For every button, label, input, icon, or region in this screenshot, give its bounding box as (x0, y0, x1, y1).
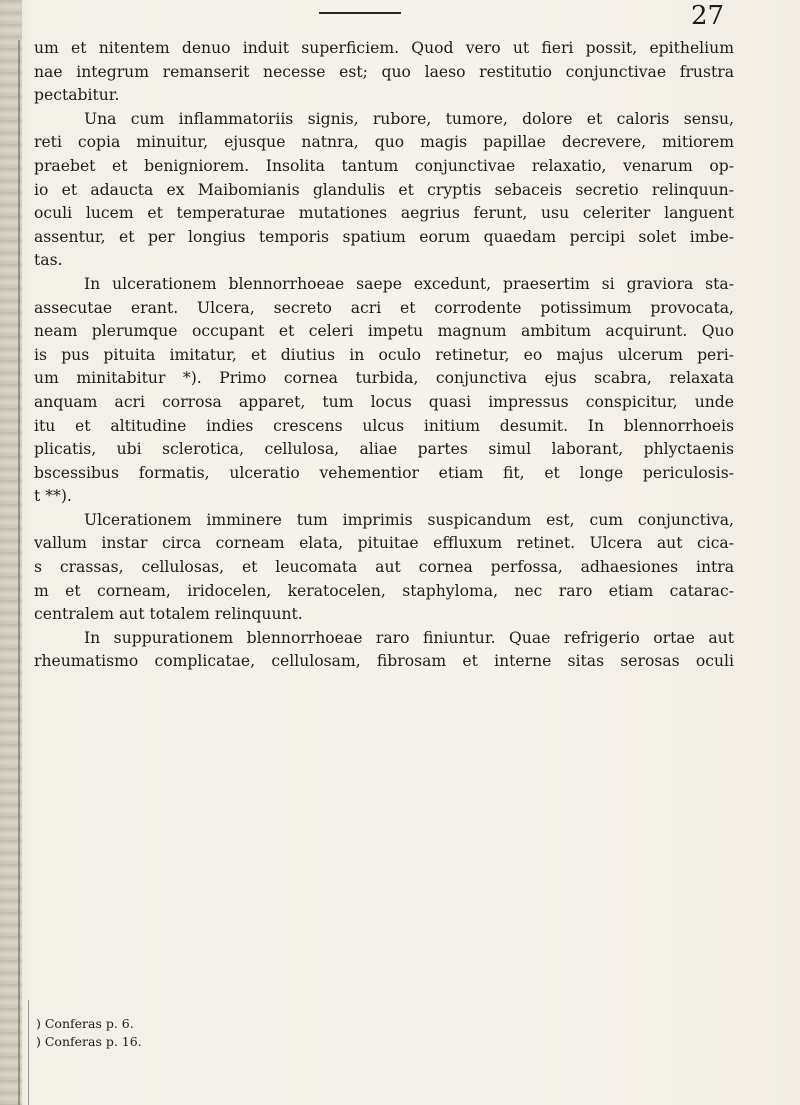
text-line: Ulcerationem imminere tum imprimis suspicandum est, cum conjunctiva, (84, 510, 734, 529)
text-line: um et nitentem denuo induit superficiem. Quod vero ut fieri possit, epithelium (34, 39, 734, 57)
text-line: praebet et benigniorem. Insolita tantum conjunctivae relaxatio, venarum op- (34, 156, 734, 175)
margin-rule (28, 1000, 29, 1105)
text-line: centralem aut totalem relinquunt. (34, 605, 303, 624)
text-line: anquam acri corrosa apparet, tum locus quasi impressus conspicitur, unde (34, 392, 734, 411)
text-line: neam plerumque occupant et celeri impetu magnum ambitum acquirunt. Quo (34, 322, 734, 341)
page-number: 27 (691, 1, 725, 31)
text-line: m et corneam, iridocelen, keratocelen, staphyloma, nec raro etiam catarac- (34, 581, 734, 600)
footnotes (36, 1015, 336, 1051)
text-line: io et adaucta ex Maibomianis glandulis et cryptis sebaceis secretio relinquun- (34, 180, 734, 199)
text-line: s crassas, cellulosas, et leucomata aut cornea perfossa, adhaesiones intra (34, 558, 734, 577)
text-line: plicatis, ubi sclerotica, cellulosa, aliae partes simul laborant, phlyctaenis (34, 440, 734, 459)
text-line: In suppurationem blennorrhoeae raro finiuntur. Quae refrigerio ortae aut (84, 628, 734, 647)
text-line: assecutae erant. Ulcera, secreto acri et corrodente potissimum provocata, (34, 298, 734, 317)
footnote: ) Conferas p. 16. (36, 1034, 142, 1049)
text-line: um minitabitur *). Primo cornea turbida, conjunctiva ejus scabra, relaxata (34, 369, 734, 388)
text-line: pectabitur. (34, 86, 120, 105)
text-line: rheumatismo complicatae, cellulosam, fibrosam et interne sitas serosas oculi (34, 652, 734, 671)
text-line: tas. (34, 251, 63, 270)
text-line: vallum instar circa corneam elata, pituitae effluxum retinet. Ulcera aut cica- (34, 534, 734, 553)
text-line: nae integrum remanserit necesse est; quo laeso restitutio conjunctivae frustra (34, 62, 734, 81)
gutter-edge-line (18, 40, 20, 1105)
text-line: t **). (34, 487, 72, 506)
text-line: bscessibus formatis, ulceratio vehementior etiam fit, et longe periculosis- (34, 463, 734, 482)
text-line: is pus pituita imitatur, et diutius in oculo retinetur, eo majus ulcerum peri- (34, 345, 734, 364)
text-line: itu et altitudine indies crescens ulcus initium desumit. In blennorrhoeis (34, 416, 734, 435)
text-line: oculi lucem et temperaturae mutationes aegrius ferunt, usu celeriter languent (34, 204, 734, 223)
header-rule (319, 12, 401, 14)
text-line: assentur, et per longius temporis spatium eorum quaedam percipi solet imbe- (34, 227, 734, 246)
text-line: In ulcerationem blennorrhoeae saepe excedunt, praesertim si graviora sta- (84, 274, 734, 293)
text-line: reti copia minuitur, ejusque natnra, quo magis papillae decrevere, mitiorem (34, 133, 734, 152)
text-line: Una cum inflammatoriis signis, rubore, tumore, dolore et caloris sensu, (84, 109, 734, 128)
body-text (34, 37, 734, 674)
footnote: ) Conferas p. 6. (36, 1016, 134, 1031)
